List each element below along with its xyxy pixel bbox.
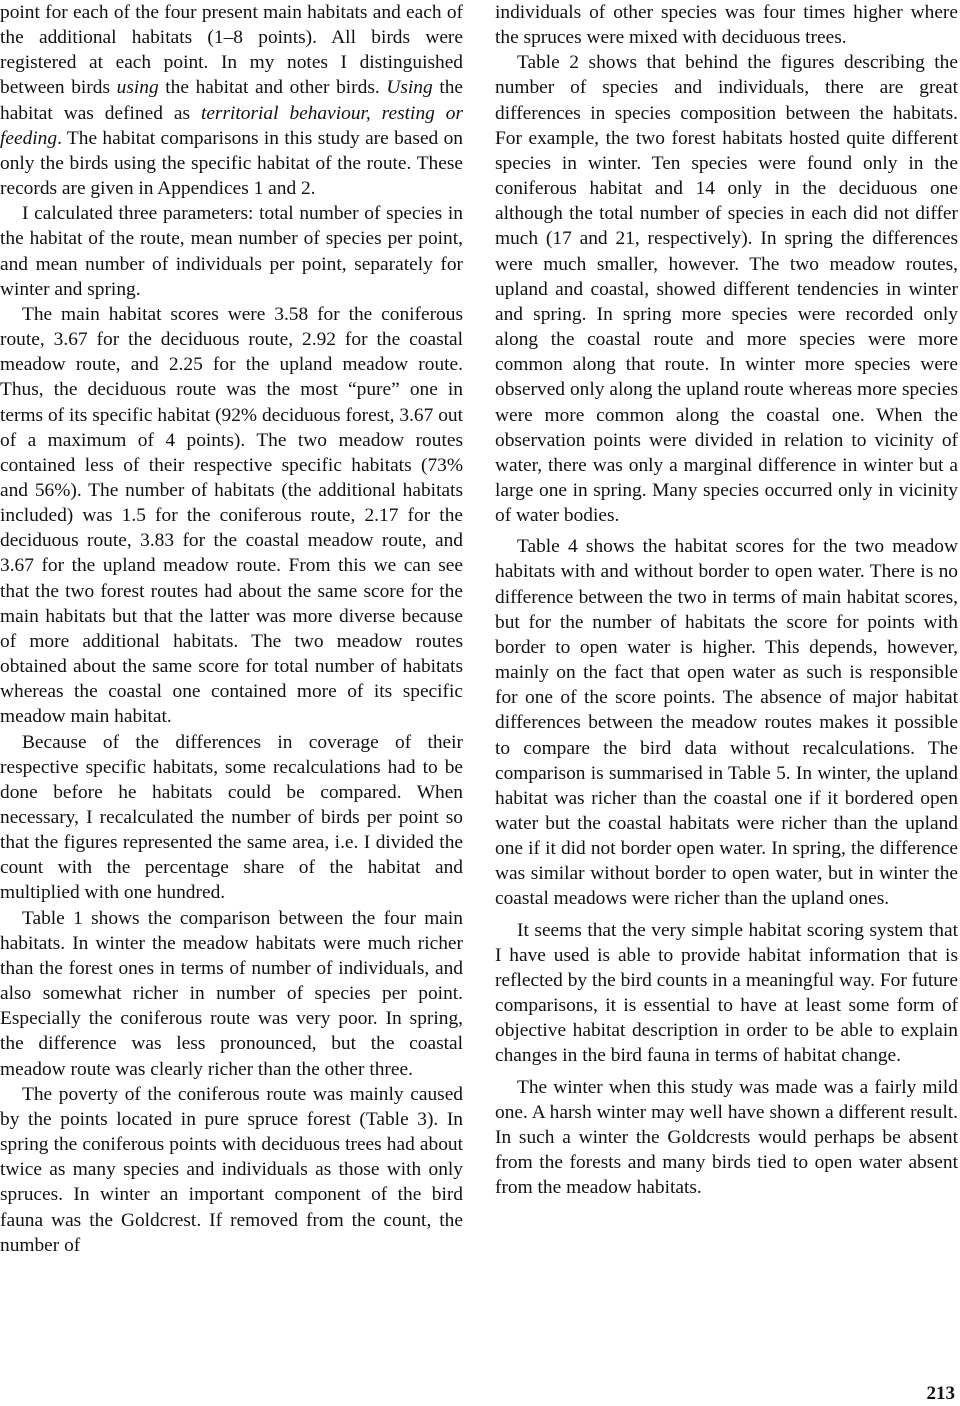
paragraph-winter: The winter when this study was made was a fairly mild one. A harsh winter may well have shown a different result. In such a winter the Goldcrests would perhaps be absent from the forests and many birds tied to open water absent from the meadow habitats. [495,1076,958,1199]
paragraph-scoring-system: It seems that the very simple habitat scoring system that I have used is able to provide habitat information that is reflected by the bird counts in a meaningful way. For future comparisons, it is essential to have at least some form of objective habitat description in order to be able to explain changes in the bird fauna in terms of habitat change. [495,919,958,1067]
page-number: 213 [926,1383,955,1404]
emphasis-definition: territorial behaviour, resting or feeding [0,102,463,149]
paragraph-habitat-scores: The main habitat scores were 3.58 for the coniferous route, 3.67 for the deciduous route, 2.92 for the coastal meadow route, and 2.25 for the upland meadow route. Thus, the deciduous route was the most “pure” one in terms of its specific habitat (92% deciduous forest, 3.67 out of a maximum of 4 points). The two meadow routes contained less of their respective specific habitats (73% and 56%). The number of habitats (the additional habitats included) was 1.5 for the coniferous route, 2.17 for the deciduous route, 3.83 for the coastal meadow route, and 3.67 for the upland meadow route. From this we can see that the two forest routes had about the same score for the main habitats but that the latter was more diverse because of more additional habitats. The two meadow routes obtained about the same score for total number of habitats whereas the coastal one contained more of its specific meadow main habitat. [0,303,463,728]
emphasis-using: using [116,77,159,99]
paragraph-continuation: individuals of other species was four times higher where the spruces were mixed with deciduous trees. [495,2,958,49]
paragraph-parameters: I calculated three parameters: total number of species in the habitat of the route, mean number of species per point, and mean number of individuals per point, separately for winter and spring. [0,203,463,300]
paragraph-recalculations: Because of the differences in coverage of their respective specific habitats, some recalculations had to be done before he habitats could be compared. When necessary, I recalculated the number of birds per point so that the figures represented the same area, i.e. I divided the count with the percentage share of the habitat and multiplied with one hundred. [0,731,463,904]
paragraph-table1: Table 1 shows the comparison between the four main habitats. In winter the meadow habitats were much richer than the forest ones in terms of number of individuals, and also somewhat richer in number of species per point. Especially the coniferous route was very poor. In spring, the difference was less pronounced, but the coastal meadow route was clearly richer than the other three. [0,907,463,1080]
paragraph-coniferous: The poverty of the coniferous route was mainly caused by the points located in pure spruce forest (Table 3). In spring the coniferous points with deciduous trees had about twice as many species and individuals as those with only spruces. In winter an important component of the bird fauna was the Goldcrest. If removed from the count, the number of [0,1083,463,1256]
emphasis-using-capital: Using [386,77,433,99]
right-column [495,0,958,1200]
paragraph-table2: Table 2 shows that behind the figures describing the number of species and individuals, there are great differences in species composition between the habitats. For example, the two forest habitats hosted quite different species in winter. Ten species were found only in the coniferous habitat and 14 only in the deciduous one although the total number of species in each did not differ much (17 and 21, respectively). In spring the differences were much smaller, however. The two meadow routes, upland and coastal, showed different tendencies in winter and spring. In spring more species were recorded only along the coastal route and more species were more common along that route. In winter more species were observed only along the upland route whereas more species were more common along the coastal one. When the observation points were divided in relation to vicinity of water, there was only a marginal difference in winter but a large one in spring. Many species occurred only in vicinity of water bodies. [495,52,958,527]
paragraph-table4: Table 4 shows the habitat scores for the two meadow habitats with and without border to open water. There is no difference between the two in terms of main habitat scores, but for the number of habitats the score for points with border to open water is higher. This depends, however, mainly on the fact that open water as such is responsible for one of the score points. The absence of major habitat differences between the meadow routes makes it possible to compare the bird data without recalculations. The comparison is summarised in Table 5. In winter, the upland habitat was richer than the coastal one if it bordered open water but the coastal habitats were richer than the upland one if it did not border open water. In spring, the difference was similar without border to open water, but in winter the coastal meadows were richer than the upland ones. [495,536,958,910]
left-column [0,0,463,1258]
paragraph-methods-registration: point for each of the four present main habitats and each of the additional habitats (1–8 points). All birds were registered at each point. In my notes I distinguished between birds using the habitat and other birds. Using the habitat was defined as territorial behaviour, resting or feeding. The habitat comparisons in this study are based on only the birds using the specific habitat of the route. These records are given in Appendices 1 and 2. [0,2,464,200]
